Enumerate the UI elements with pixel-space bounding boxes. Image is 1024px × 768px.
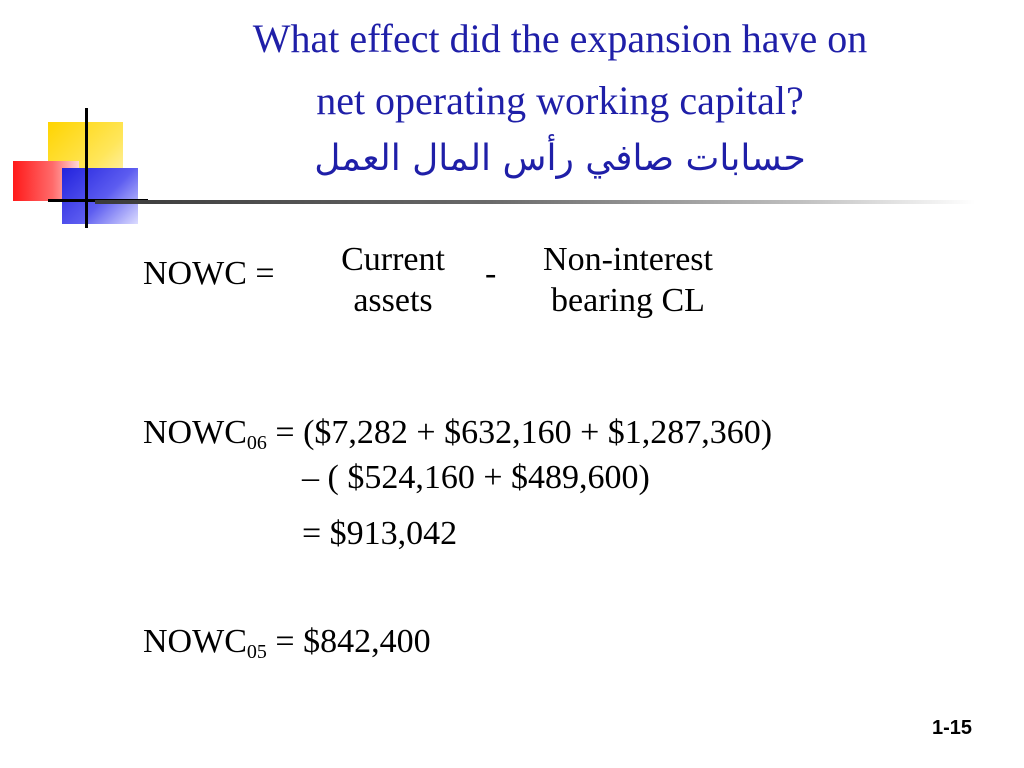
slide-title-arabic: حسابات صافي رأس المال العمل <box>314 138 806 179</box>
blue-square <box>62 168 138 224</box>
formula-term1-line1: Current <box>341 241 445 278</box>
nowc05-equation <box>143 622 431 662</box>
nowc06-result: = $913,042 <box>302 515 458 552</box>
formula-term2-line2: bearing CL <box>551 282 705 319</box>
formula-minus-operator: - <box>485 255 497 292</box>
decorative-squares-logo <box>0 0 150 240</box>
slide-title-line-2: net operating working capital? <box>316 78 804 123</box>
slide-number: 1-15 <box>931 717 972 739</box>
nowc05-label: NOWC <box>143 623 247 660</box>
formula-lhs: NOWC = <box>143 255 275 292</box>
nowc06-equation-line-2: – ( $524,160 + $489,600) <box>302 459 650 496</box>
nowc06-label: NOWC <box>143 414 247 451</box>
nowc06-subscript: 06 <box>246 432 267 454</box>
formula-term1-line2: assets <box>353 282 433 319</box>
slide-title-line-1: What effect did the expansion have on <box>252 16 868 61</box>
nowc06-current-assets-sum: = ($7,282 + $632,160 + $1,287,360) <box>266 414 773 451</box>
title-divider-rule <box>95 200 975 204</box>
vertical-line <box>85 108 88 228</box>
nowc06-equation-line-1 <box>143 413 772 453</box>
nowc05-value: = $842,400 <box>266 623 431 660</box>
nowc05-subscript: 05 <box>246 641 267 663</box>
formula-term2-line1: Non-interest <box>543 241 713 278</box>
